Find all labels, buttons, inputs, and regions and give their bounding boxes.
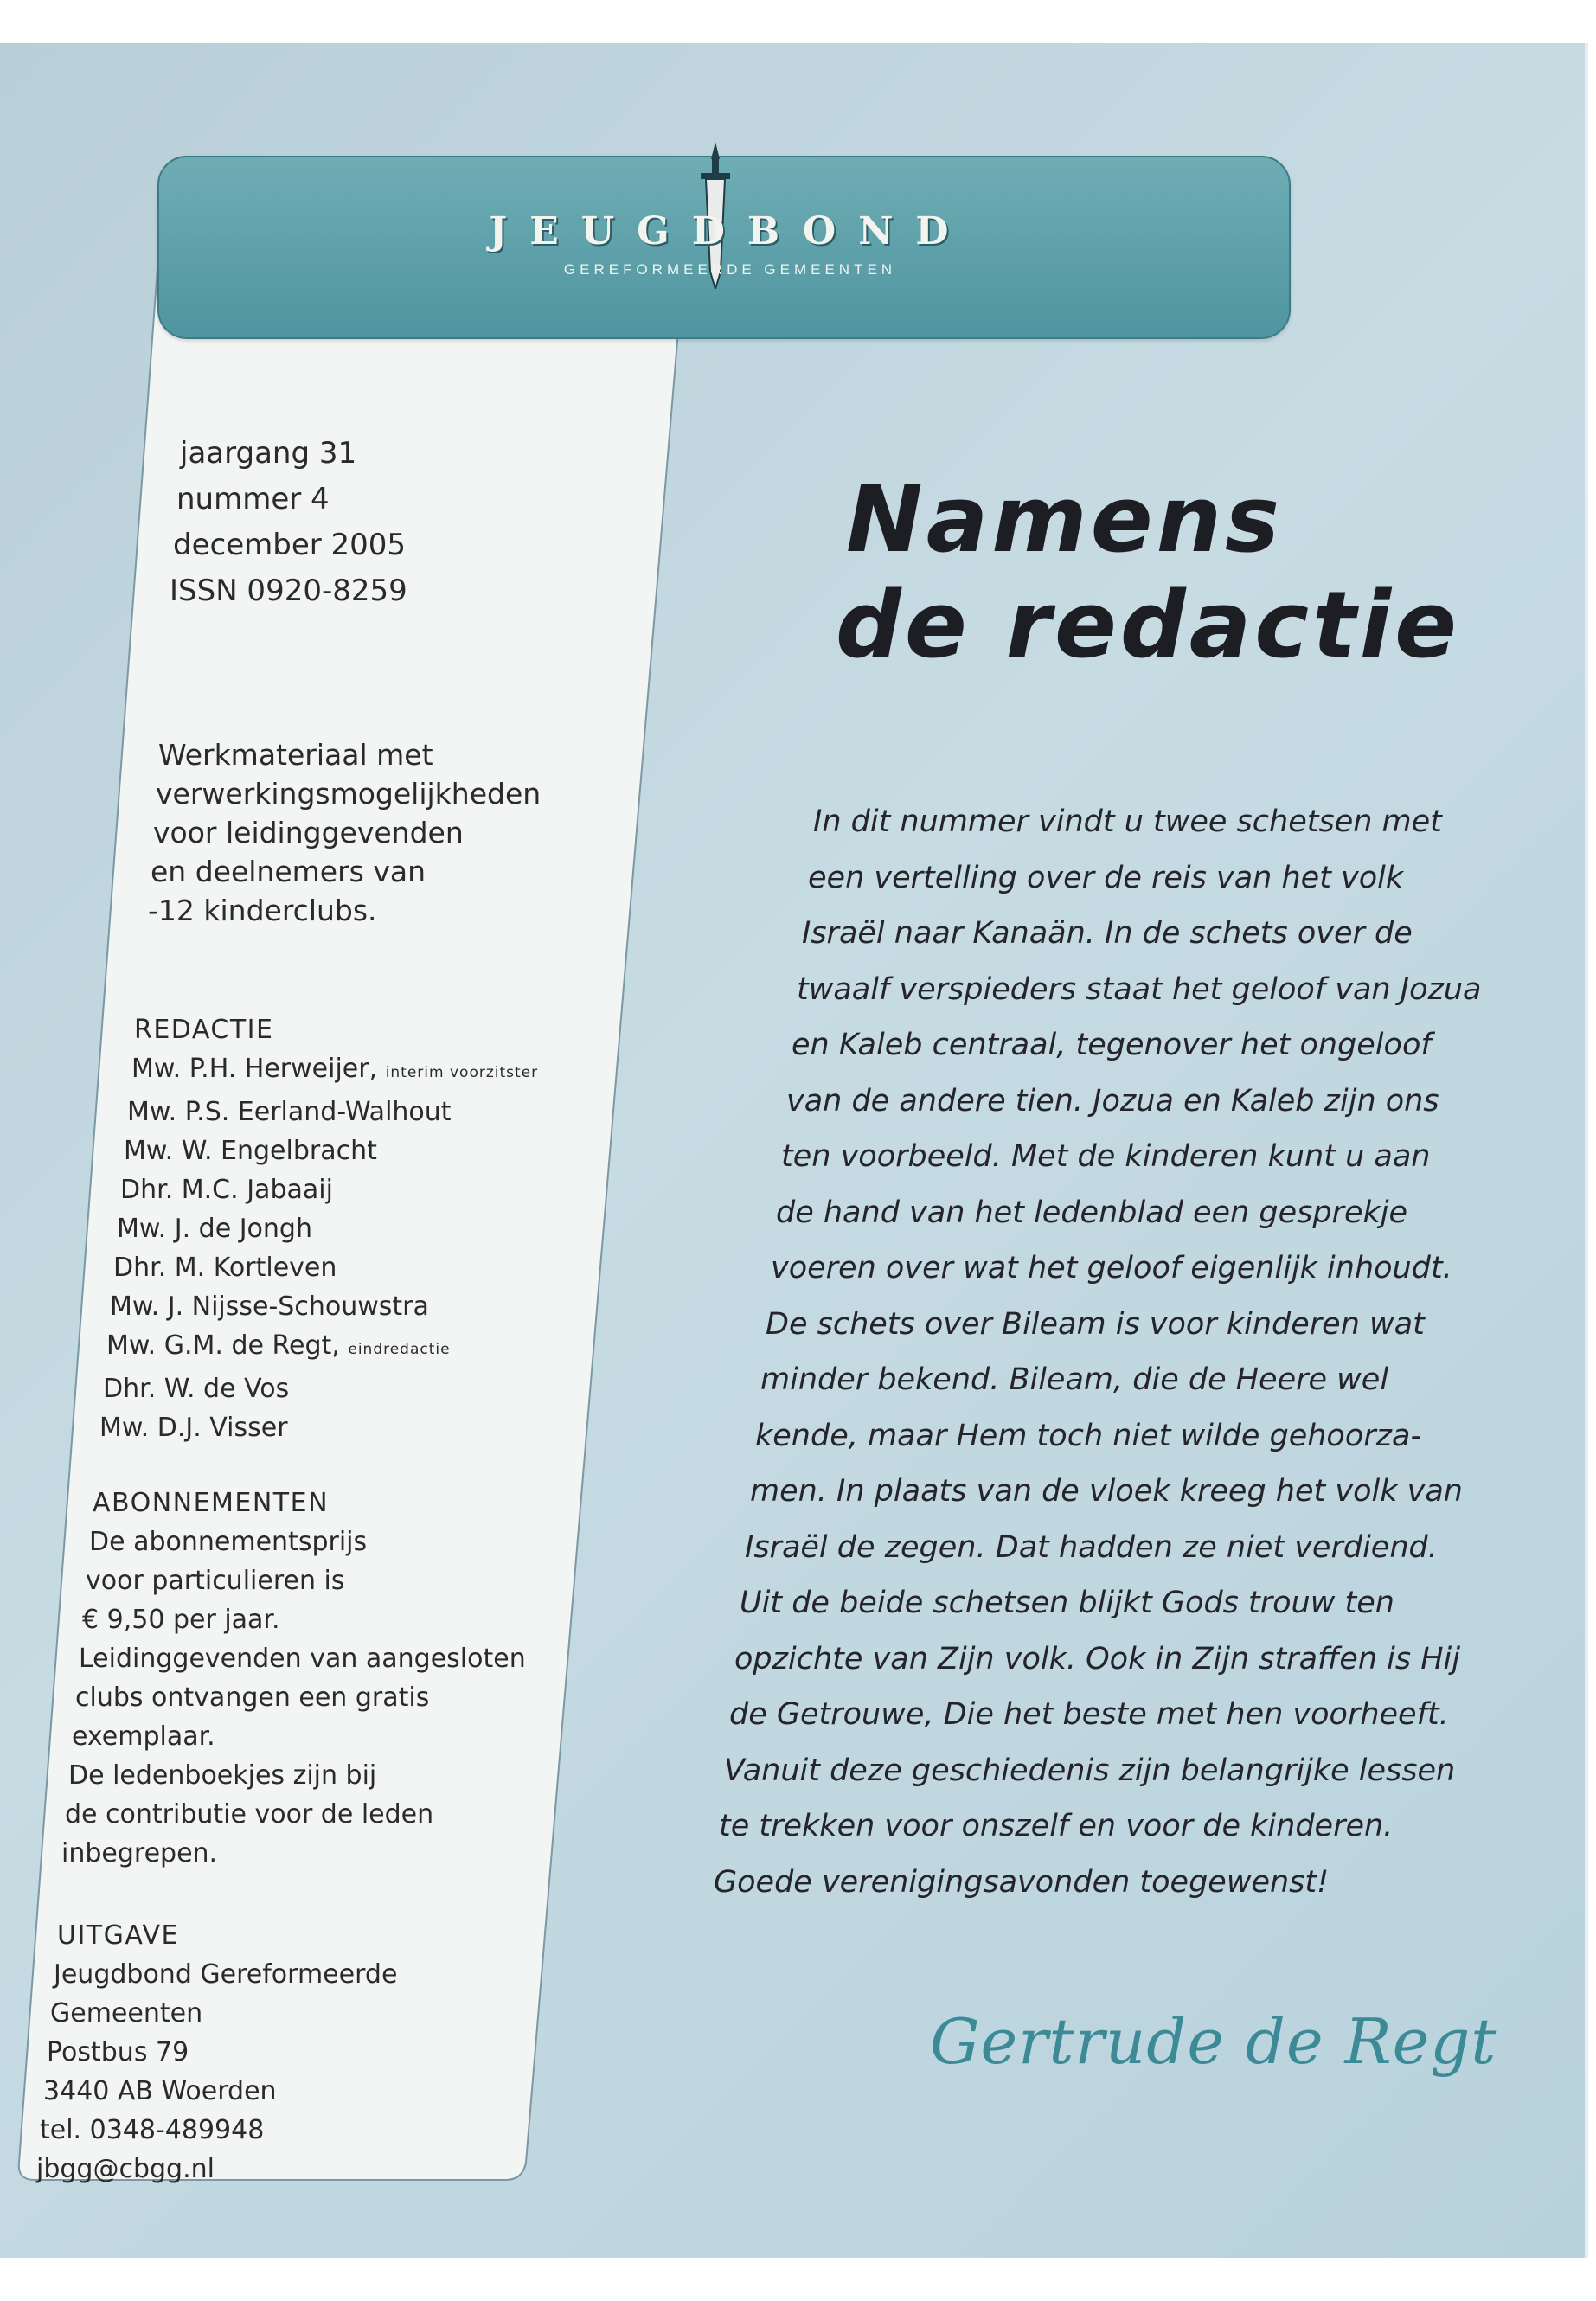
body-line: opzichte van Zijn volk. Ook in Zijn straffen is Hij: [734, 1641, 1460, 1676]
body-line: en Kaleb centraal, tegenover het ongeloof: [792, 1028, 1432, 1062]
redactie-member: [110, 1287, 538, 1326]
uitgave-line: Postbus 79: [47, 2037, 189, 2067]
title-line-1: Namens: [846, 466, 1284, 573]
title-line-2: de redactie: [836, 572, 1460, 678]
body-line: In dit nummer vindt u twee schetsen met: [813, 804, 1442, 839]
uitgave-section: [36, 1916, 398, 2189]
body-line: een vertelling over de reis van het volk: [808, 860, 1404, 895]
redactie-member: [120, 1170, 538, 1209]
member-name: Dhr. W. de Vos: [103, 1374, 290, 1404]
abonnementen-line: Leidinggevenden van aangesloten: [79, 1644, 526, 1674]
redactie-member: [113, 1248, 538, 1287]
abonnementen-line: de contributie voor de leden: [65, 1799, 434, 1830]
meta-date: december 2005: [173, 528, 407, 562]
redactie-member: [117, 1209, 538, 1248]
body-line: twaalf verspieders staat het geloof van Jozua: [797, 971, 1482, 1007]
meta-volume: jaargang 31: [180, 436, 357, 471]
abonnementen-heading: ABONNEMENTEN: [93, 1488, 330, 1518]
description-line: en deelnemers van: [151, 855, 426, 888]
redactie-member: [103, 1369, 538, 1408]
body-line: voeren over wat het geloof eigenlijk inhoudt.: [771, 1251, 1452, 1285]
logo-subtitle: GEREFORMEERDE GEMEENTEN: [563, 261, 897, 278]
body-line: de Getrouwe, Die het beste met hen voorheeft.: [729, 1697, 1449, 1732]
meta-issn: ISSN 0920-8259: [170, 574, 407, 608]
abonnementen-line: clubs ontvangen een gratis: [75, 1682, 430, 1713]
body-line: De schets over Bileam is voor kinderen wat: [766, 1306, 1425, 1342]
body-line: Vanuit deze geschiedenis zijn belangrijke lessen: [724, 1753, 1456, 1788]
body-line: men. In plaats van de vloek kreeg het volk van: [750, 1474, 1463, 1509]
abonnementen-line: exemplaar.: [72, 1721, 215, 1752]
header-band: [157, 156, 1291, 339]
uitgave-line: 3440 AB Woerden: [43, 2076, 277, 2106]
redactie-heading: REDACTIE: [134, 1015, 274, 1045]
signature: Gertrude de Regt: [930, 2005, 1497, 2078]
body-line: ten voorbeeld. Met de kinderen kunt u aan: [781, 1139, 1431, 1174]
redactie-member: [131, 1049, 538, 1093]
member-name: Mw. J. de Jongh: [117, 1214, 312, 1244]
member-name: Dhr. M. Kortleven: [113, 1253, 337, 1283]
redactie-section: [99, 1010, 539, 1447]
description: [148, 735, 542, 930]
member-name: Mw. P.S. Eerland-Walhout: [127, 1097, 452, 1127]
abonnementen-line: De ledenboekjes zijn bij: [68, 1760, 377, 1791]
uitgave-line: Jeugdbond Gereformeerde: [54, 1959, 398, 1990]
uitgave-line: tel. 0348-489948: [40, 2115, 265, 2145]
member-name: Mw. W. Engelbracht: [124, 1136, 377, 1166]
uitgave-heading: UITGAVE: [57, 1920, 179, 1951]
member-note: interim voorzitster: [385, 1064, 539, 1081]
member-name: Dhr. M.C. Jabaaij: [120, 1175, 333, 1205]
body-line: minder bekend. Bileam, die de Heere wel: [760, 1362, 1389, 1397]
member-note: eindredactie: [348, 1341, 451, 1358]
member-name: Mw. P.H. Herweijer,: [131, 1054, 378, 1084]
abonnementen-section: [61, 1484, 526, 1873]
body-line: Uit de beide schetsen blijkt Gods trouw ten: [740, 1586, 1394, 1620]
abonnementen-line: € 9,50 per jaar.: [82, 1605, 280, 1635]
body-line: kende, maar Hem toch niet wilde gehoorza-: [755, 1418, 1422, 1453]
uitgave-line: Gemeenten: [50, 1998, 203, 2029]
description-line: -12 kinderclubs.: [148, 894, 377, 927]
article-body: [709, 794, 1488, 1910]
meta-number: nummer 4: [176, 482, 330, 516]
description-line: voor leidinggevenden: [153, 816, 464, 849]
uitgave-email[interactable]: jbgg@cbgg.nl: [36, 2154, 215, 2184]
body-line: te trekken voor onszelf en voor de kinderen.: [719, 1809, 1394, 1843]
article-title: [836, 466, 1460, 678]
body-line: Israël de zegen. Dat hadden ze niet verdiend.: [745, 1529, 1438, 1565]
body-line: Israël naar Kanaän. In de schets over de: [802, 916, 1413, 951]
abonnementen-line: inbegrepen.: [61, 1838, 218, 1868]
issue-meta: [170, 431, 407, 614]
member-name: Mw. J. Nijsse-Schouwstra: [110, 1292, 429, 1322]
member-name: Mw. G.M. de Regt,: [106, 1330, 340, 1361]
abonnementen-line: voor particulieren is: [86, 1566, 345, 1596]
redactie-member: [124, 1131, 538, 1170]
body-line: van de andere tien. Jozua en Kaleb zijn ons: [786, 1083, 1439, 1118]
body-line: de hand van het ledenblad een gesprekje: [776, 1195, 1408, 1230]
description-line: verwerkingsmogelijkheden: [156, 777, 542, 811]
body-line: Goede verenigingsavonden toegewenst!: [714, 1864, 1330, 1900]
redactie-member: [127, 1093, 538, 1131]
redactie-member: [106, 1326, 538, 1369]
description-line: Werkmateriaal met: [158, 738, 433, 772]
magazine-page: [0, 43, 1588, 2258]
abonnementen-line: De abonnementsprijs: [89, 1527, 368, 1557]
logo-title: JEUGDBOND: [489, 209, 971, 253]
member-name: Mw. D.J. Visser: [99, 1413, 288, 1443]
redactie-member: [99, 1408, 538, 1447]
